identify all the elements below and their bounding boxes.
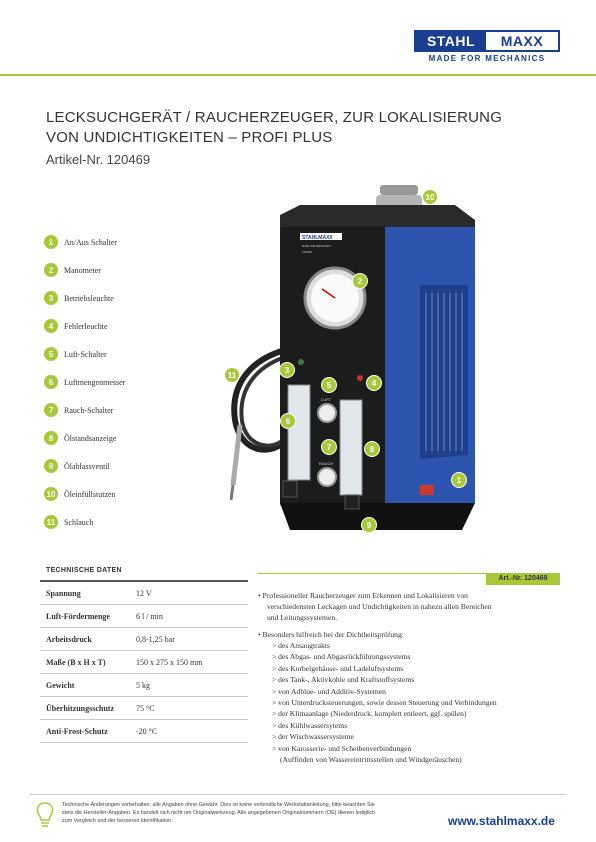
- desc-line: verschiedensten Leckagen und Undichtigkeiten in nahezu allen Bereichen: [267, 602, 492, 611]
- tech-key: Arbeitsdruck: [40, 628, 130, 651]
- table-row: [40, 720, 248, 743]
- device-logo-text: STAHLMAXX: [302, 235, 333, 241]
- title-line-1: LECKSUCHGERÄT / RAUCHERZEUGER, ZUR LOKALISIERUNG: [46, 109, 503, 126]
- legend-item: [44, 228, 234, 256]
- legend-label: Luftmengenmesser: [64, 377, 126, 387]
- brand-logo: [414, 30, 560, 52]
- legend-number: 10: [44, 487, 58, 501]
- tech-value: 5 kg: [130, 674, 248, 697]
- footer-disclaimer: [62, 801, 402, 825]
- desc-line: und Leitungssystemen.: [267, 613, 338, 622]
- list-item: > des Kühlwassersytems: [272, 720, 348, 730]
- legend-item: [44, 480, 234, 508]
- legend-number: 8: [44, 431, 58, 445]
- legend-item: [44, 424, 234, 452]
- lightbulb-icon: [34, 801, 56, 829]
- legend-label: Ölablassventil: [64, 461, 110, 471]
- legend-item: [44, 508, 234, 536]
- legend-number: 6: [44, 375, 58, 389]
- table-row: [40, 674, 248, 697]
- tech-value: 12 V: [130, 581, 248, 605]
- legend-item: [44, 340, 234, 368]
- brand-part2: MAXX: [486, 32, 558, 50]
- legend-label: Rauch-Schalter: [64, 405, 114, 415]
- legend-number: 2: [44, 263, 58, 277]
- callout-11: 11: [224, 367, 240, 383]
- legend-item: [44, 284, 234, 312]
- device-tagline-text: MADE FOR MECHANICS: [302, 245, 331, 248]
- legend-number: 11: [44, 515, 58, 529]
- legend-number: 5: [44, 347, 58, 361]
- device-luft-text: LUFT: [321, 397, 331, 402]
- legend-label: Schlauch: [64, 517, 94, 527]
- tech-value: 6 l / min: [130, 605, 248, 628]
- legend-item: [44, 312, 234, 340]
- table-row: [40, 628, 248, 651]
- website-link[interactable]: www.stahlmaxx.de: [448, 814, 555, 828]
- brand-tagline: MADE FOR MECHANICS: [428, 54, 546, 63]
- legend-number: 3: [44, 291, 58, 305]
- footer-line: stets die Hersteller-Angaben. Es handelt sich nicht um Originalwerkzeug. Alle angegebenen Originalnummern (OE) dienen lediglich: [62, 810, 376, 816]
- continuation-text: (Auffinden von Wassereintrittsstellen und Windgeräuschen): [280, 755, 462, 765]
- table-row: [40, 651, 248, 674]
- desc-line: • Professioneller Raucherzeuger zum Erkennen und Lokalisieren von: [258, 591, 468, 600]
- list-item: > des Abgas- und Abgasrückführungssystems: [272, 652, 411, 662]
- footer-divider: [30, 794, 566, 795]
- usage-list: [258, 640, 558, 765]
- callout-6: 6: [280, 413, 296, 429]
- list-item-continuation: [272, 754, 558, 765]
- legend-label: Manometer: [64, 265, 101, 275]
- device-rauch-text: RAUCH: [319, 461, 334, 466]
- article-label: Art.-Nr. 120469: [486, 573, 560, 585]
- legend-label: Luft-Schalter: [64, 349, 107, 359]
- product-image: [227, 185, 490, 530]
- tech-key: Gewicht: [40, 674, 130, 697]
- list-item: > von Unterdrucksteuerungen, sowie dessen Steuerung und Verbindungen: [272, 698, 497, 708]
- list-item: > des Tank-, Aktivkohle und Kraftstoffsystems: [272, 675, 415, 685]
- callout-8: 8: [364, 441, 380, 457]
- callout-4: 4: [366, 375, 382, 391]
- callout-2: 2: [352, 273, 368, 289]
- tech-value: 150 x 275 x 150 mm: [130, 651, 248, 674]
- parts-legend: [44, 228, 234, 536]
- list-item: > der Klimaanlage (Niederdruck, komplett entleert, ggf. spülen): [272, 709, 467, 719]
- tech-key: Anti-Frost-Schutz: [40, 720, 130, 743]
- legend-item: [44, 452, 234, 480]
- tech-key: Überhitzungsschutz: [40, 697, 130, 720]
- tech-key: Spannung: [40, 581, 130, 605]
- callout-1: 1: [451, 472, 467, 488]
- tech-table: [40, 580, 248, 743]
- tech-value: -20 °C: [130, 720, 248, 743]
- legend-label: Ölstandsanzeige: [64, 433, 117, 443]
- legend-label: Betriebsleuchte: [64, 293, 114, 303]
- callout-5: 5: [321, 377, 337, 393]
- tech-key: Luft-Fördermenge: [40, 605, 130, 628]
- list-item: > des Kurbelgehäuse- und Ladeluftsystems: [272, 663, 404, 673]
- list-item: > von Karosserie- und Scheibenverbindungen: [272, 743, 412, 753]
- footer-line: Technische Änderungen vorbehalten, alle Angaben ohne Gewähr. Dies ist keine verbindliche Werkstattanleitung, bitte beachten Sie: [62, 802, 375, 808]
- callout-9: 9: [361, 517, 377, 533]
- legend-label: Fehlerleuchte: [64, 321, 108, 331]
- legend-item: [44, 368, 234, 396]
- header-divider: [0, 74, 596, 76]
- product-description: [258, 590, 558, 765]
- legend-number: 9: [44, 459, 58, 473]
- callout-7: 7: [321, 439, 337, 455]
- tech-heading: TECHNISCHE DATEN: [46, 567, 122, 574]
- table-row: [40, 605, 248, 628]
- device-art-text: 120469: [302, 250, 313, 254]
- legend-number: 4: [44, 319, 58, 333]
- title-line-2: VON UNDICHTIGKEITEN – PROFI PLUS: [46, 129, 333, 146]
- callout-3: 3: [279, 362, 295, 378]
- tech-key: Maße (B x H x T): [40, 651, 130, 674]
- desc-line: • Besonders hilfreich bei der Dichtheitsprüfung:: [258, 630, 404, 639]
- article-number: Artikel-Nr. 120469: [46, 152, 151, 167]
- table-row: [40, 697, 248, 720]
- legend-label: Öleinfüllstutzen: [64, 489, 116, 499]
- callout-10: 10: [422, 189, 438, 205]
- list-item: > der Wischwassersysteme: [272, 732, 354, 742]
- list-item: > des Ansaugtrakts: [272, 641, 330, 650]
- legend-number: 7: [44, 403, 58, 417]
- tech-value: 0,8-1,25 bar: [130, 628, 248, 651]
- list-item: > von Adblue- und Additiv-Systemen: [272, 686, 386, 696]
- tech-value: 75 °C: [130, 697, 248, 720]
- page-title: [46, 108, 546, 148]
- legend-item: [44, 256, 234, 284]
- legend-number: 1: [44, 235, 58, 249]
- legend-item: [44, 396, 234, 424]
- table-row: [40, 581, 248, 605]
- footer-line: zum Vergleich und der besseren Identifikation.: [62, 818, 173, 824]
- legend-label: An/Aus Schalter: [64, 237, 118, 247]
- brand-part1: STAHL: [426, 33, 476, 49]
